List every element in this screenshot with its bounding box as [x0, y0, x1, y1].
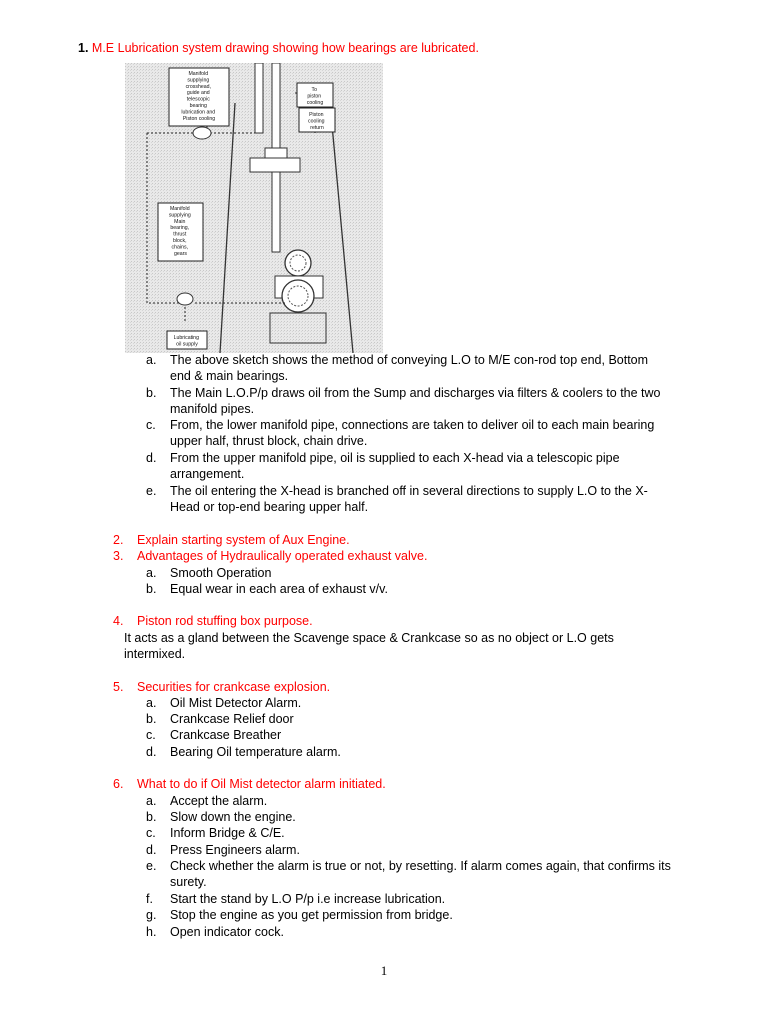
- upper-manifold-valve: [193, 127, 211, 139]
- svg-text:Piston cooling ret: Piston cooling return: [308, 112, 325, 131]
- list-text: From the upper manifold pipe, oil is supplied to each X-head via a telescopic pipe arrangement.: [170, 451, 620, 481]
- q1-number: 1.: [78, 41, 89, 55]
- main-bearing: [282, 280, 314, 312]
- svg-text:Manifold supplying: Manifold supplying crosshead, guide and telescopic bearing lubrication and Piston cooling: [181, 71, 216, 122]
- crosshead-block: [265, 148, 287, 158]
- svg-text:To piston cooling: To piston cooling: [306, 87, 324, 106]
- piston-rod: [272, 63, 280, 153]
- label-to-piston-cooling: [297, 83, 333, 107]
- lower-manifold-valve: [177, 293, 193, 305]
- label-upper-manifold: [169, 68, 229, 126]
- list-text: The oil entering the X-head is branched off in several directions to supply L.O to the X- Head or top-end bearing upper half.: [170, 484, 648, 514]
- svg-text:Manifold supplying: Manifold supplying Main bearing, thrust block, chains, gears: [168, 206, 191, 257]
- list-label: d.: [146, 451, 157, 465]
- q4-answer-line-2: intermixed.: [124, 647, 186, 661]
- upper-manifold-line: Manifold: [188, 71, 209, 77]
- list-text: From, the lower manifold pipe, connections are taken to deliver oil to each main bearing upper half, thrust block, chain drive.: [170, 418, 655, 448]
- list-label: b.: [146, 386, 157, 400]
- list-label: e.: [146, 484, 157, 498]
- q1-heading: [78, 40, 479, 56]
- list-text: The Main L.O.P/p draws oil from the Sump and discharges via filters & coolers to the two manifold pipes.: [170, 386, 661, 416]
- svg-text:Lubricating oil supply: Lubricating oil supply: [173, 335, 199, 348]
- label-lubricating-oil-supply: [167, 331, 207, 349]
- label-lower-manifold: [158, 203, 203, 261]
- page-number: 1: [380, 963, 388, 978]
- list-label: c.: [146, 418, 156, 432]
- crank-pin-bearing: [285, 250, 311, 276]
- lubrication-system-diagram: [125, 63, 383, 353]
- label-piston-cooling-return: [299, 108, 335, 132]
- q1-title: M.E Lubrication system drawing showing how bearings are lubricated.: [91, 41, 479, 55]
- telescopic-pipe: [255, 63, 263, 133]
- list-label: a.: [146, 353, 157, 367]
- q4-answer-line-1: It acts as a gland between the Scavenge space & Crankcase so as no object or L.O gets: [124, 631, 614, 645]
- connecting-rod: [272, 172, 280, 252]
- crosshead: [250, 158, 300, 172]
- list-text: The above sketch shows the method of conveying L.O to M/E con-rod top end, Bottom end & main bearings.: [170, 353, 649, 383]
